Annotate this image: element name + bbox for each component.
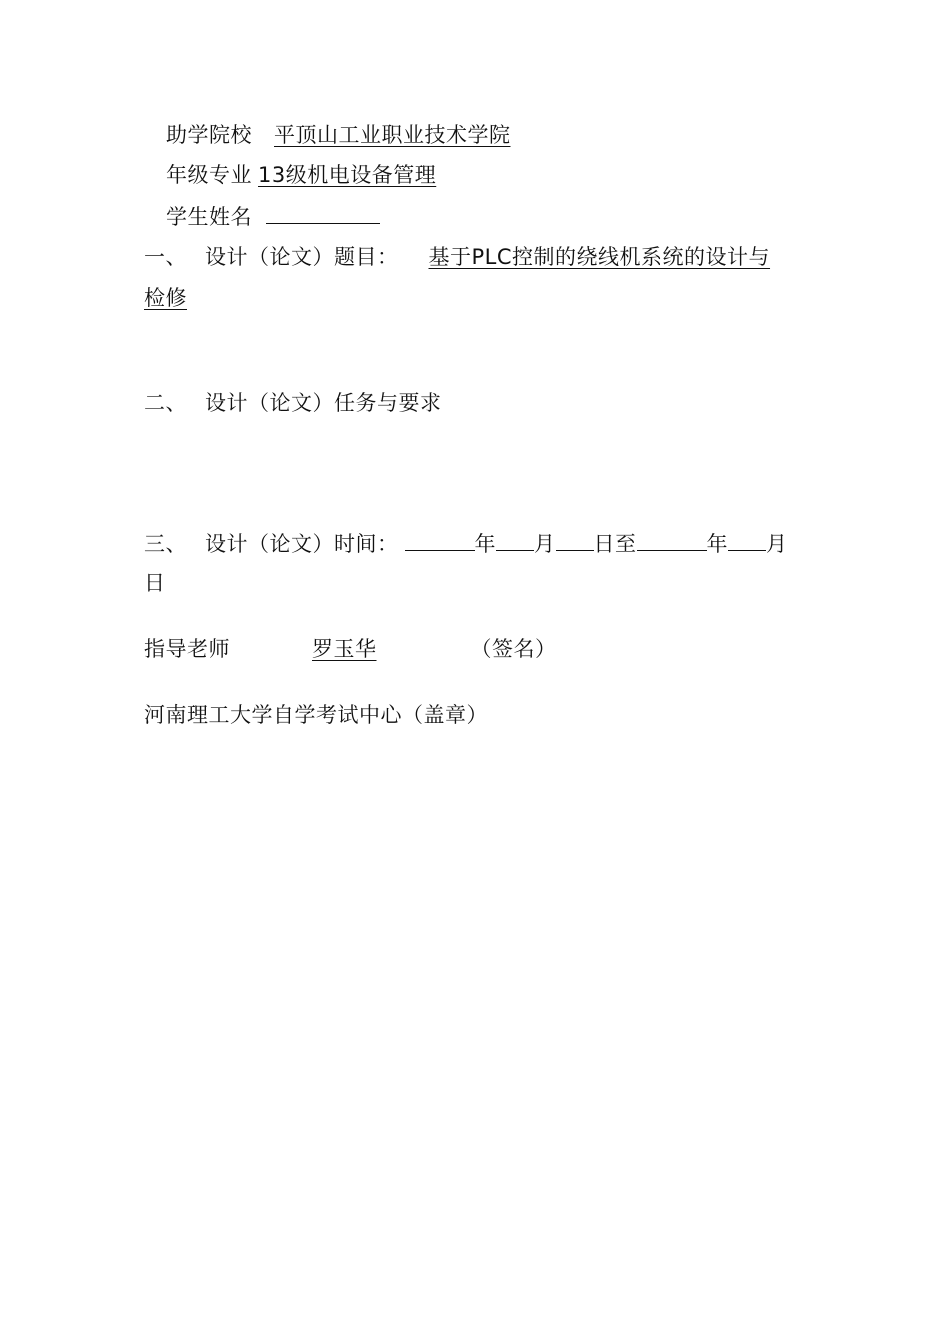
advisor-label: 指导老师	[144, 637, 230, 661]
advisor-name: 罗玉华	[312, 637, 377, 661]
school-label: 助学院校	[166, 123, 252, 147]
advisor-row	[144, 634, 557, 664]
end-year-label: 年	[706, 532, 728, 556]
end-month-blank	[728, 528, 766, 551]
student-row	[166, 201, 380, 232]
section1-number: 一、	[144, 245, 187, 269]
end-year-blank	[637, 528, 707, 551]
section3-number: 三、	[144, 532, 187, 556]
major-value-field	[252, 163, 574, 187]
section1-title-line2: 检修	[144, 286, 187, 310]
major-value: 13级机电设备管理	[258, 163, 437, 187]
center-row	[144, 700, 488, 730]
section3-row-2	[144, 568, 166, 598]
section2-row	[144, 388, 442, 418]
start-year-blank	[405, 528, 475, 551]
student-name-blank	[266, 201, 380, 224]
section2-label: 设计（论文）任务与要求	[205, 391, 442, 415]
section1-row-2	[144, 283, 501, 313]
end-day-label: 日	[144, 571, 166, 595]
section2-number: 二、	[144, 391, 187, 415]
start-month-label: 月	[534, 532, 556, 556]
school-row	[166, 120, 545, 150]
school-value: 平顶山工业职业技术学院	[274, 123, 511, 147]
major-label: 年级专业	[166, 163, 252, 187]
student-label: 学生姓名	[166, 205, 252, 229]
start-year-label: 年	[474, 532, 496, 556]
major-row	[166, 160, 574, 190]
day-to-label: 日至	[593, 532, 637, 556]
advisor-name-field	[254, 637, 447, 661]
section1-title-field	[405, 245, 771, 269]
section1-title-line1: 基于PLC控制的绕线机系统的设计与	[428, 245, 771, 269]
center-label: 河南理工大学自学考试中心（盖章）	[144, 703, 488, 727]
section3-label: 设计（论文）时间：	[205, 532, 399, 556]
section1-label: 设计（论文）题目：	[205, 245, 399, 269]
school-value-field	[252, 123, 545, 147]
end-month-label: 月	[766, 532, 788, 556]
start-day-blank	[556, 528, 594, 551]
section1-row	[144, 242, 770, 272]
advisor-sign-label: （签名）	[470, 637, 557, 661]
section1-title-field-2	[144, 286, 501, 310]
section3-row	[144, 528, 788, 559]
start-month-blank	[496, 528, 534, 551]
